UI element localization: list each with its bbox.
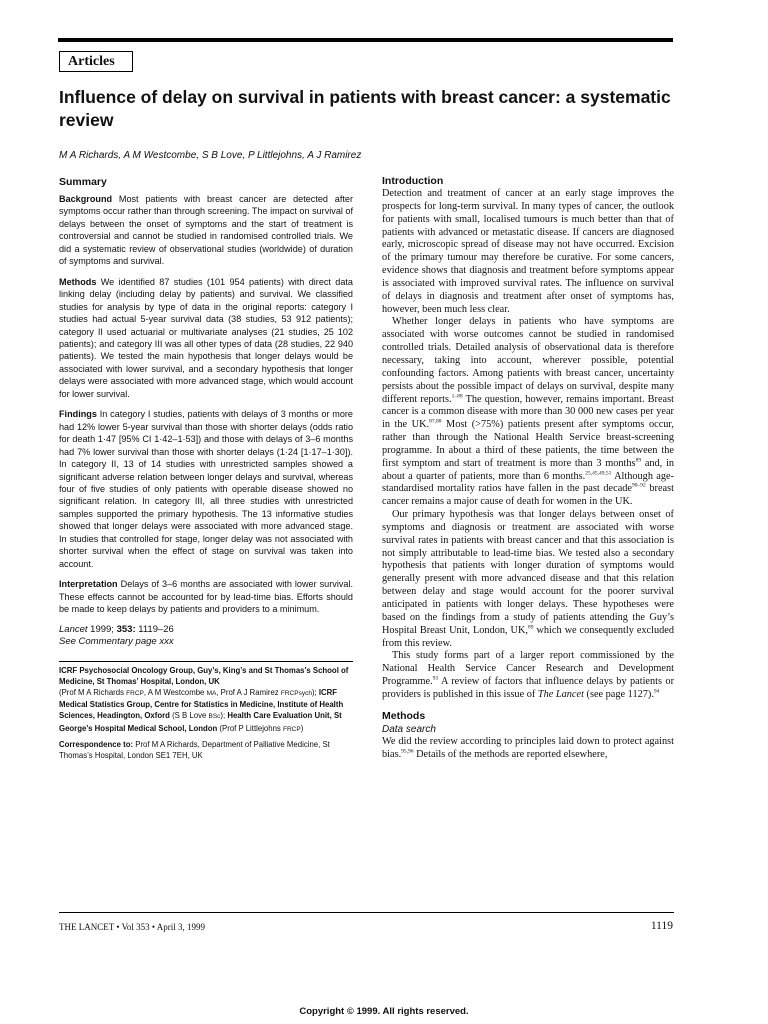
affiliation-2-name: (S B Love [169,711,209,721]
author-list: M A Richards, A M Westcombe, S B Love, P Littlejohns, A J Ramirez [59,150,362,161]
reference-mark: 1–88 [451,393,463,400]
degree: FRCP [283,725,301,733]
affiliation-1: ICRF Psychosocial Oncology Group, Guy’s, King’s and St Thomas’s School of Medicine, St Thomas’ Hospital, London, UK [59,665,349,686]
text-run: Whether longer delays in patients who have symptoms are associated with worse outcomes cannot be studied in randomised controlled trials. Detailed analysis of observational data is therefore necessary, taking into account, wherever possible, potential confounding factors. Among patients with breast cancer, uncertainty persists about the possible impact of delays on survival, despite many different reports. [382,316,674,405]
intro-paragraph-2 [382,316,674,509]
text-run: which we consequently excluded from this review. [382,624,674,649]
summary-column [59,175,353,761]
citation-year: 1999; [87,623,117,635]
intro-paragraph-4 [382,650,674,701]
methods-label: Methods [59,276,97,287]
commentary-link: See Commentary page xxx [59,636,174,647]
introduction-heading: Introduction [382,175,444,187]
text-run: and, in about a quarter of patients, more than 6 months. [382,457,675,482]
methods-text: We identified 87 studies (101 954 patients) with direct data linking delay (including delay by patients) and survival. We classified studies for analysis by type of data in the original reports: category I studies had actual 5-year survival data (38 studies, 53 912 patients); category II used actuarial or multivariate analyses (21 studies, 25 102 patients); and category III was all other types of data (28 studies, 22 940 patients). We tested the main hypothesis that longer delays would be associated with lower survival, and a secondary hypothesis that longer delays were associated with more advanced stage, which would account for lower survival. [59,276,353,399]
journal-name: The Lancet [537,688,584,700]
affiliation-1-name: , Prof A J Ramirez [216,687,281,697]
top-rule [58,38,673,42]
page-number: 1119 [650,920,673,932]
text-run: Most (>75%) patients present after symptoms occur, rather than through the National Health Service breast-screening programme. In about a third of these patients, the time between the first symptom and start of treatment is more than 3 months [382,419,674,469]
reference-mark: 90–92 [632,482,646,489]
abstract-interpretation [59,578,353,615]
body-column [382,175,674,761]
background-text: Most patients with breast cancer are detected after symptoms occur rather than through screening. The impact on survival of delays between the onset of symptoms and the start of treatment is controversial and cannot be studied in randomised controlled trials. We did a systematic review of observational studies (worldwide) of duration of symptoms and survival. [59,194,354,267]
reference-mark: 89 [635,457,642,464]
reference-mark: 87,88 [429,418,442,425]
text-run: This study forms part of a larger report commissioned by the National Health Service Cancer Research and Development Programme. [382,650,674,688]
citation [59,624,353,649]
text-run: breast cancer remains a major cause of death for women in the UK. [382,483,674,508]
reference-mark: 93 [432,675,439,682]
text-run: A review of factors that influence delays by patients or providers is published in this issue of [382,676,674,700]
section-tag: Articles [59,51,133,72]
text-run: (see page 1127). [583,688,654,700]
reference-mark: 89 [527,624,534,631]
data-search-subheading: Data search [382,723,436,735]
interpretation-text: Delays of 3–6 months are associated with lower survival. These effects cannot be accounted for by lead-time bias. Efforts should be made to keep delays by patients and providers to a minimum. [59,579,353,615]
text-run: We did the review according to principles laid down to protect against bias. [382,735,674,760]
journal-footer: THE LANCET • Vol 353 • April 3, 1999 [59,922,206,932]
reference-mark: 25,45,49,51 [585,470,612,477]
affiliation-1-name: ); [311,687,319,697]
intro-paragraph-3 [382,509,674,650]
citation-pages: 1119–26 [135,623,174,635]
degree: BSc [208,713,221,721]
article-title: Influence of delay on survival in patients with breast cancer: a systematic review [59,87,671,130]
reference-mark: 95,96 [401,748,414,755]
abstract-methods [59,276,353,401]
affiliation-2: ICRF Medical Statistics Group, Centre for Statistics in Medicine, Institute of Health Sciences, Headington, Oxford [59,687,344,721]
degree: FRCP [126,689,144,697]
correspondence-label: Correspondence to: [59,739,134,749]
citation-journal: Lancet [59,623,88,635]
methods-paragraph-1 [382,736,674,762]
abstract-findings [59,408,353,570]
text-run: Our primary hypothesis was that longer delays between onset of symptoms and diagnosis or treatment are associated with worse survival rates in patients with breast cancer and that this association is not simply attributable to lead-time bias. We tested also a secondary hypothesis that patients with longer duration of symptoms would generally present with more advanced disease and that this relation between delay and stage would account for the poorer survival anticipated in patients with longer delays. These hypotheses were based on the findings from a study of patients attending the Guy’s Hospital Breast Unit, London, UK, [382,509,674,636]
findings-text: In category I studies, patients with delays of 3 months or more had 12% lower 5-year survival than those with shorter delays (odds ratio for death 1·47 [95% CI 1·42–1·53]) and those with delays of 3–6 months had 7% lower survival than those with shorter delays (1·24 [1·17–1·30]). In category II, 13 of 14 studies with unrestricted samples showed a significant adverse relation between longer delays and survival, whereas four of five studies of only patients with operable disease showed no significant relation. In category III, all three studies with unrestricted samples supported the primary hypothesis. The 13 informative studies showed that longer delays were associated with more advanced stage. In studies that controlled for stage, longer delay was not associated with shorter survival when the effect of stage on survival was taken into account. [59,409,353,569]
affiliation-3-name: ) [300,723,304,733]
affiliation-rule [59,661,353,662]
affiliation-2-name: ); [220,711,228,721]
interpretation-label: Interpretation [59,579,118,590]
affiliation-3: Health Care Evaluation Unit, St George’s Hospital Medical School, London [59,711,342,733]
methods-heading: Methods [382,709,426,722]
degree: FRCPsych [280,689,312,697]
citation-volume: 353: [116,623,136,635]
affiliation-3-name: (Prof P Littlejohns [217,723,283,733]
abstract-background [59,193,353,268]
text-run: The question, however, remains important. Breast cancer is a common disease with more than 30 000 new cases per year in the UK. [382,393,674,431]
intro-paragraph-1: Detection and treatment of cancer at an early stage improves the prospects for long-term survival. In many types of cancer, the outlook for patients with small, localised tumours is much better than that of patients with advanced or metastatic disease. If cancers are diagnosed early, microscopic spread of disease may not have occurred. Excision of the primary tumour may therefore be curative. For some cancers, evidence shows that diagnosis and treatment before symptoms appear is associated with improved survival rates. The influence on survival of delays in diagnosis and treatment after onset of symptoms has, however, been much less clear. [382,188,674,315]
affiliation-1-name: (Prof M A Richards [59,687,127,697]
background-label: Background [59,194,113,204]
summary-heading: Summary [59,176,107,188]
findings-label: Findings [59,409,97,420]
correspondence-text: Prof M A Richards, Department of Palliative Medicine, St Thomas’s Hospital, London SE1 7EH, UK [59,739,330,760]
text-run: Although age-standardised mortality ratios have fallen in the past decade [382,470,674,495]
text-run: Details of the methods are reported elsewhere, [413,748,608,760]
copyright-notice: Copyright © 1999. All rights reserved. [299,1006,469,1017]
correspondence [59,739,353,761]
reference-mark: 94 [653,688,660,695]
footer-rule [59,912,674,913]
degree: MA [206,689,217,697]
affiliations [59,665,353,735]
affiliation-1-name: , A M Westcombe [143,687,207,697]
